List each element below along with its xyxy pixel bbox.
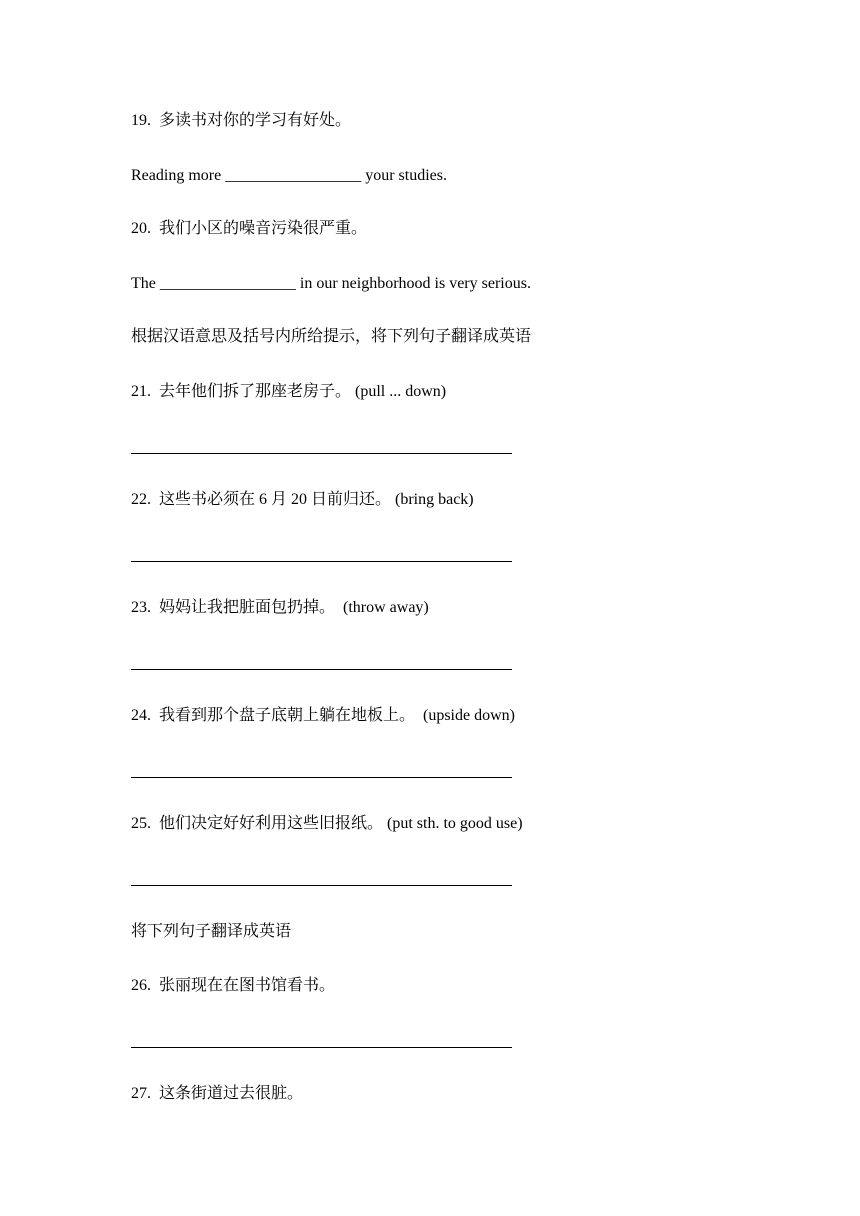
answer-line-25 xyxy=(131,885,512,886)
answer-line-22 xyxy=(131,561,512,562)
answer-line-26 xyxy=(131,1047,512,1048)
question-24-prompt: 24. 我看到那个盘子底朝上躺在地板上。 (upside down) xyxy=(131,707,515,724)
question-23-prompt: 23. 妈妈让我把脏面包扔掉。 (throw away) xyxy=(131,599,429,616)
answer-line-24 xyxy=(131,777,512,778)
question-27-prompt: 27. 这条街道过去很脏。 xyxy=(131,1085,304,1102)
answer-line-21 xyxy=(131,453,512,454)
question-21-prompt: 21. 去年他们拆了那座老房子。 (pull ... down) xyxy=(131,383,447,400)
question-26-prompt: 26. 张丽现在在图书馆看书。 xyxy=(131,977,336,994)
question-20-sentence: The _________________ in our neighborhood is very serious. xyxy=(131,275,531,292)
question-19-prompt: 19. 多读书对你的学习有好处。 xyxy=(131,112,352,129)
answer-line-23 xyxy=(131,669,512,670)
question-25-prompt: 25. 他们决定好好利用这些旧报纸。 (put sth. to good use) xyxy=(131,815,523,832)
question-20-prompt: 20. 我们小区的噪音污染很严重。 xyxy=(131,220,368,237)
question-19-sentence: Reading more _________________ your studies. xyxy=(131,167,447,184)
question-22-prompt: 22. 这些书必须在 6 月 20 日前归还。 (bring back) xyxy=(131,491,474,508)
section-instruction-translate: 将下列句子翻译成英语 xyxy=(131,923,292,940)
section-instruction-hint: 根据汉语意思及括号内所给提示，将下列句子翻译成英语 xyxy=(131,328,532,345)
